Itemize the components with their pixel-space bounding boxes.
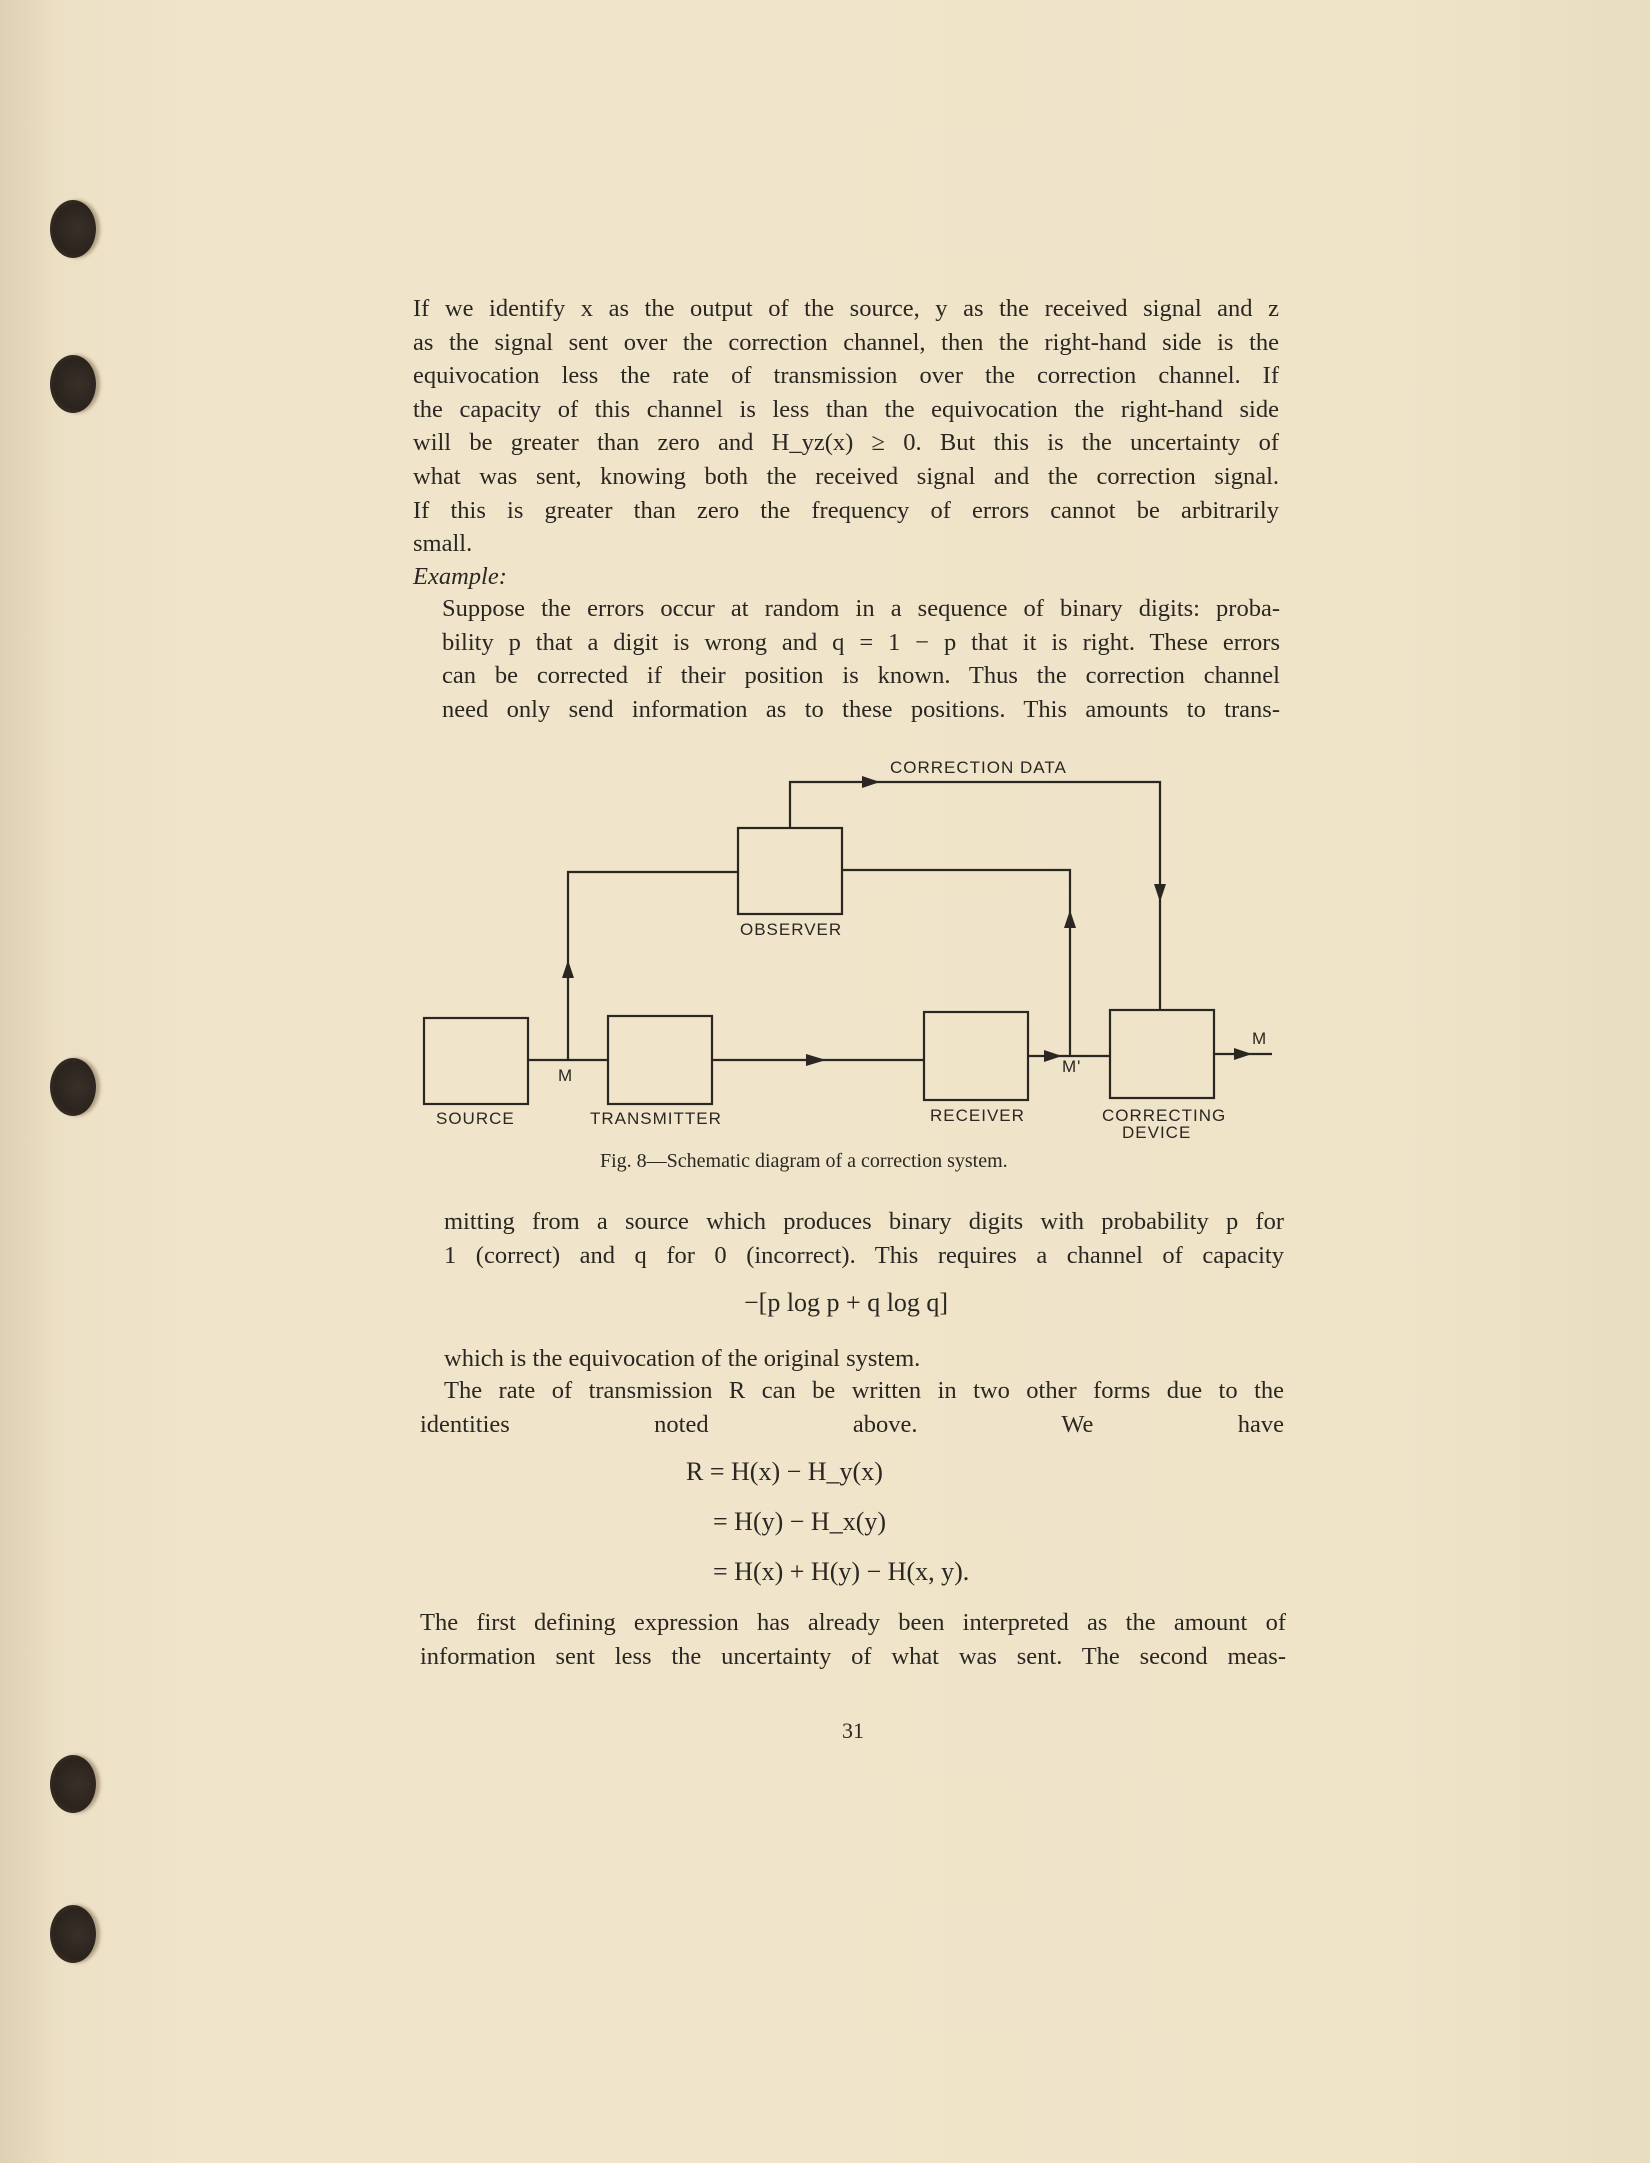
receiver-box xyxy=(924,1012,1028,1100)
receiver-label: RECEIVER xyxy=(930,1106,1025,1125)
text-line: need only send information as to these positions. This amounts to trans- xyxy=(442,695,1280,723)
text-line: as the signal sent over the correction channel, then the right-hand side is the xyxy=(413,328,1279,356)
arrow-up-icon xyxy=(562,960,574,978)
correction-data-label: CORRECTION DATA xyxy=(890,758,1067,777)
arrow-right-icon xyxy=(1044,1050,1062,1062)
text-line: can be corrected if their position is known. Thus the correction channel xyxy=(442,662,1280,690)
observer-label: OBSERVER xyxy=(740,920,843,939)
arrow-down-icon xyxy=(1154,884,1166,902)
arrow-right-icon xyxy=(862,776,880,788)
correction-data-line xyxy=(790,782,1160,1010)
transmitter-label: TRANSMITTER xyxy=(590,1109,722,1128)
equation-rate-1: R = H(x) − H_y(x) xyxy=(686,1457,883,1486)
text-line: which is the equivocation of the original system. xyxy=(444,1345,921,1372)
paragraph-4 xyxy=(420,1374,1284,1441)
punch-hole xyxy=(50,200,96,258)
paragraph-2 xyxy=(444,1205,1284,1272)
correcting-device-box xyxy=(1110,1010,1214,1098)
text-line: If we identify x as the output of the source, y as the received signal and z xyxy=(413,295,1279,322)
text-line: equivocation less the rate of transmission over the correction channel. If xyxy=(413,362,1279,390)
m-output-label: M xyxy=(1252,1029,1268,1048)
device-label: DEVICE xyxy=(1122,1123,1192,1142)
punch-hole xyxy=(50,1905,96,1963)
punch-hole xyxy=(50,355,96,413)
equation-capacity: −[p log p + q log q] xyxy=(744,1288,949,1317)
paragraph-1 xyxy=(413,292,1279,561)
punch-hole xyxy=(50,1058,96,1116)
source-label: SOURCE xyxy=(436,1109,515,1128)
example-paragraph xyxy=(442,592,1280,726)
figure-caption: Fig. 8—Schematic diagram of a correction system. xyxy=(600,1150,1008,1172)
paragraph-5 xyxy=(420,1606,1286,1673)
arrow-up-icon xyxy=(1064,910,1076,928)
receiver-observer-line xyxy=(842,870,1070,1056)
equation-rate-2: = H(y) − H_x(y) xyxy=(713,1507,887,1536)
m-label: M xyxy=(558,1066,574,1085)
text-line: what was sent, knowing both the received signal and the correction signal. xyxy=(413,462,1279,490)
equation-rate-3: = H(x) + H(y) − H(x, y). xyxy=(713,1557,970,1586)
arrow-right-icon xyxy=(1234,1048,1252,1060)
page-number: 31 xyxy=(842,1718,864,1743)
m-prime-label: M' xyxy=(1062,1057,1082,1076)
text-line: bility p that a digit is wrong and q = 1 − p that it is right. These errors xyxy=(442,628,1280,656)
arrow-right-icon xyxy=(806,1054,826,1066)
transmitter-box xyxy=(608,1016,712,1104)
text-line: If this is greater than zero the frequency of errors cannot be arbitrarily xyxy=(413,496,1279,524)
text-line: The first defining expression has already been interpreted as the amount of xyxy=(420,1609,1286,1636)
punch-hole xyxy=(50,1755,96,1813)
text-line: 1 (correct) and q for 0 (incorrect). This requires a channel of capacity xyxy=(444,1241,1284,1269)
source-box xyxy=(424,1018,528,1104)
text-line: will be greater than zero and H_yz(x) ≥ 0. But this is the uncertainty of xyxy=(413,429,1279,457)
text-line: Suppose the errors occur at random in a sequence of binary digits: proba- xyxy=(442,595,1280,622)
example-heading: Example: xyxy=(413,563,507,590)
correcting-label: CORRECTING xyxy=(1102,1106,1227,1125)
correction-system-diagram xyxy=(410,750,1280,1150)
text-line: The rate of transmission R can be written in two other forms due to the xyxy=(444,1377,1284,1404)
text-line: the capacity of this channel is less than the equivocation the right-hand side xyxy=(413,395,1279,423)
text-line: mitting from a source which produces binary digits with probability p for xyxy=(444,1208,1284,1235)
paragraph-3 xyxy=(444,1342,1284,1376)
observer-box xyxy=(738,828,842,914)
text-line: identities noted above. We have xyxy=(420,1410,1284,1438)
text-line: information sent less the uncertainty of what was sent. The second meas- xyxy=(420,1642,1286,1670)
text-line: small. xyxy=(413,530,473,558)
